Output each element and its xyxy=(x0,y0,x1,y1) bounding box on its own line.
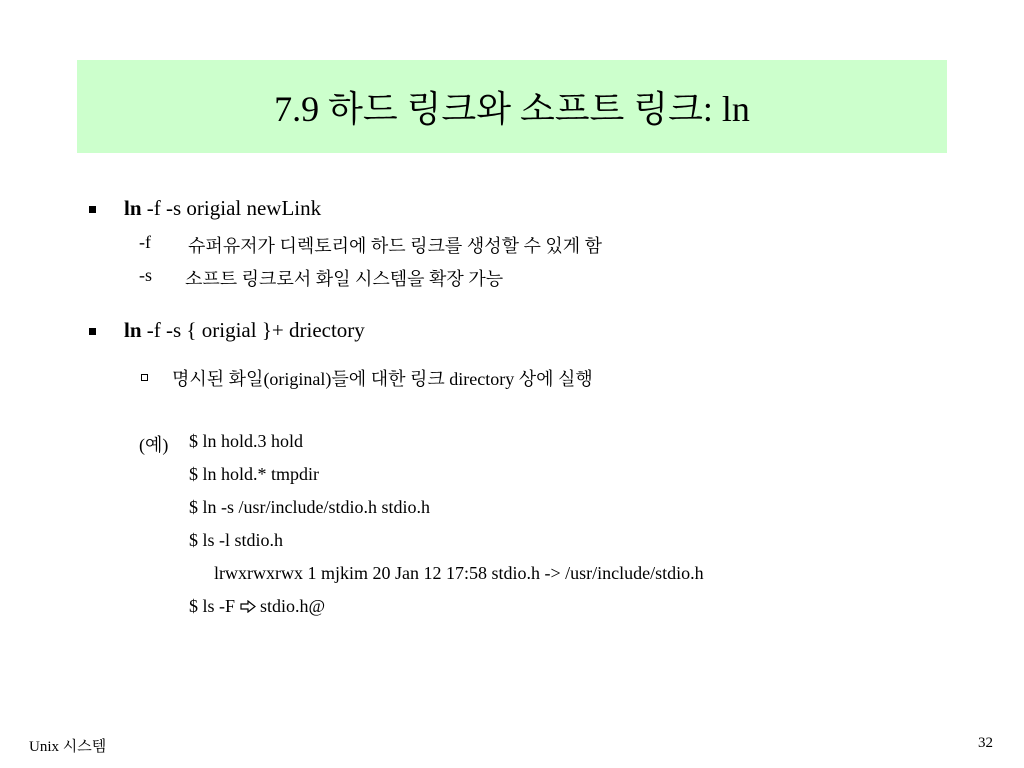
bullet-2-command: ln xyxy=(124,318,142,342)
example-line: $ ls -l stdio.h xyxy=(189,530,284,550)
bullet-2-subtext: 명시된 화일(original)들에 대한 링크 directory 상에 실행 xyxy=(172,369,593,389)
option-f-flag: -f xyxy=(139,232,151,252)
bullet-2-text xyxy=(124,318,365,343)
hollow-right-arrow-icon xyxy=(240,600,256,613)
bullet-square-icon xyxy=(89,206,96,213)
bullet-1-text xyxy=(124,196,321,221)
option-s-desc: 소프트 링크로서 화일 시스템을 확장 가능 xyxy=(185,269,504,289)
example-label: (예) xyxy=(139,435,169,455)
example-line: $ ln hold.3 hold xyxy=(189,431,304,451)
bullet-1-command: ln xyxy=(124,196,142,220)
slide-title: 7.9 하드 링크와 소프트 링크: ln xyxy=(274,89,750,129)
footer-label: Unix 시스템 xyxy=(29,739,107,755)
bullet-square-icon xyxy=(89,328,96,335)
option-f-desc: 슈퍼유저가 디렉토리에 하드 링크를 생성할 수 있게 함 xyxy=(188,236,603,256)
page-number: 32 xyxy=(978,735,993,751)
sub-bullet-hollow-square-icon xyxy=(141,374,148,381)
bullet-2-args: -f -s { origial }+ driectory xyxy=(141,318,365,342)
option-s-flag: -s xyxy=(139,265,152,285)
title-banner xyxy=(77,60,947,153)
example-line-last xyxy=(189,596,325,617)
example-line-output: lrwxrwxrwx 1 mjkim 20 Jan 12 17:58 stdio.h -> /usr/include/stdio.h xyxy=(214,563,704,583)
example-last-prefix: $ ls -F xyxy=(189,596,236,616)
example-last-suffix: stdio.h@ xyxy=(260,596,326,616)
example-line: $ ln -s /usr/include/stdio.h stdio.h xyxy=(189,497,430,517)
bullet-1-args: -f -s origial newLink xyxy=(141,196,322,220)
example-line: $ ln hold.* tmpdir xyxy=(189,464,319,484)
